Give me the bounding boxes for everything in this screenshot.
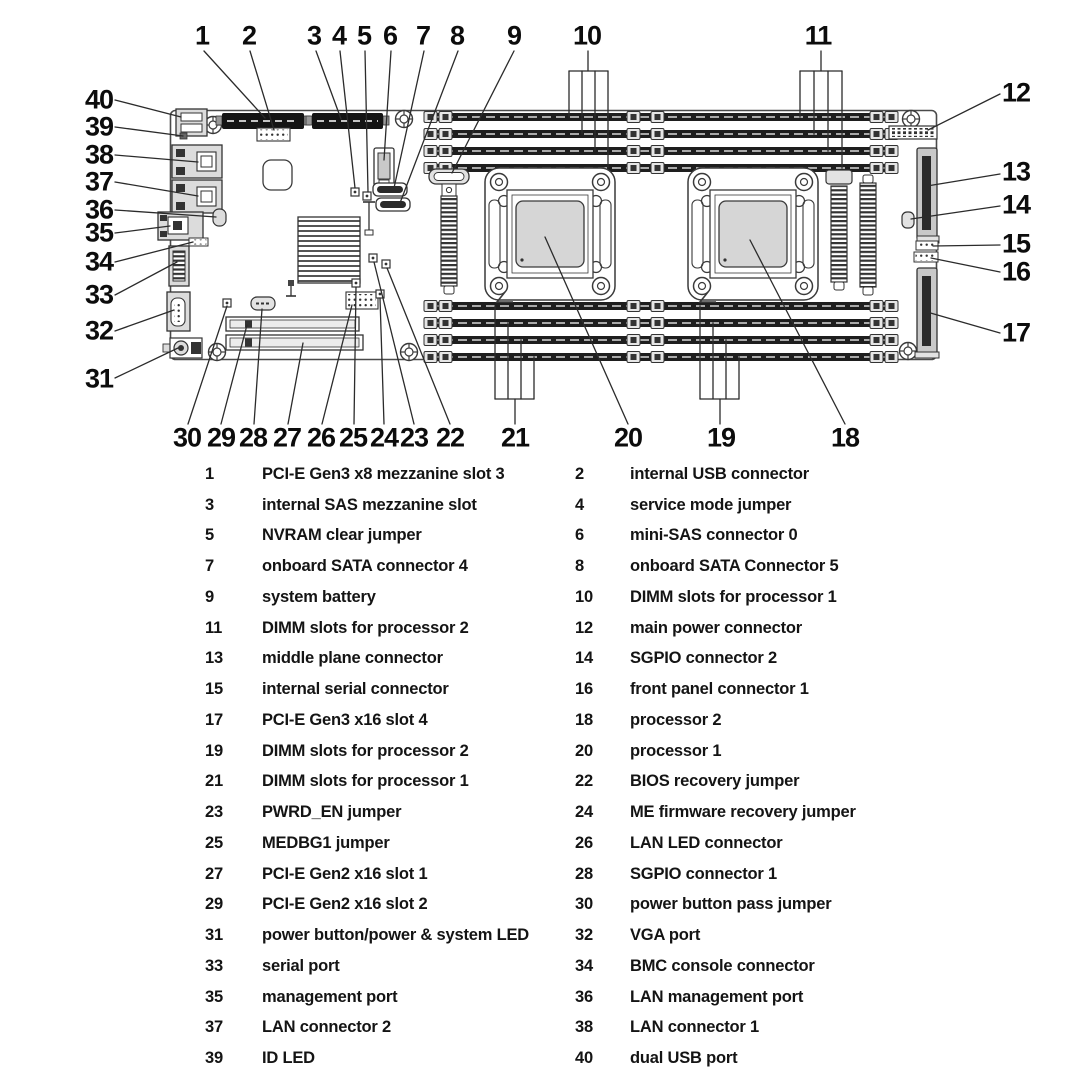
callout-12: 12 [1001, 77, 1031, 108]
legend-label: processor 1 [630, 741, 722, 760]
legend-table [0, 459, 1080, 1074]
callout-35: 35 [84, 217, 114, 248]
legend-number: 17 [205, 710, 223, 729]
legend-number: 6 [575, 526, 584, 545]
legend-number: 1 [205, 464, 214, 483]
legend-number: 34 [575, 956, 593, 975]
legend-label: internal USB connector [630, 464, 809, 483]
legend-number: 5 [205, 526, 214, 545]
legend-label: internal SAS mezzanine slot [262, 495, 477, 514]
callout-11: 11 [804, 20, 832, 51]
callout-19: 19 [706, 422, 736, 453]
serial-port [169, 246, 189, 286]
legend-number: 20 [575, 741, 593, 760]
callout-29: 29 [206, 422, 236, 453]
legend-label: system battery [262, 587, 376, 606]
legend-label: VGA port [630, 926, 701, 945]
legend-number: 40 [575, 1049, 593, 1068]
legend-number: 15 [205, 680, 223, 699]
lan-led-connector [346, 292, 378, 309]
bios-recovery-jumper [382, 260, 390, 268]
pwrd-en-jumper [369, 254, 377, 262]
callout-26: 26 [306, 422, 336, 453]
callout-39: 39 [84, 111, 114, 142]
legend-label: main power connector [630, 618, 803, 637]
legend-number: 22 [575, 772, 593, 791]
legend-label: LAN connector 2 [262, 1018, 392, 1037]
callout-24: 24 [369, 422, 399, 453]
legend-row [0, 521, 1080, 552]
vrm-heatsink-left [441, 196, 457, 294]
legend-row [0, 1013, 1080, 1044]
callout-34: 34 [84, 246, 114, 277]
legend-row [0, 674, 1080, 705]
legend-number: 9 [205, 587, 214, 606]
callout-40: 40 [84, 84, 114, 115]
legend-row [0, 613, 1080, 644]
legend-number: 16 [575, 680, 593, 699]
callout-25: 25 [338, 422, 368, 453]
legend-label: MEDBG1 jumper [262, 833, 390, 852]
legend-label: NVRAM clear jumper [262, 526, 422, 545]
legend-number: 4 [575, 495, 584, 514]
processor-2-socket [688, 168, 818, 302]
legend-label: DIMM slots for processor 2 [262, 741, 469, 760]
legend-number: 31 [205, 926, 223, 945]
callout-17: 17 [1001, 317, 1031, 348]
motherboard-diagram [0, 0, 1080, 460]
legend-label: ME firmware recovery jumper [630, 803, 856, 822]
legend-label: management port [262, 987, 398, 1006]
legend-number: 38 [575, 1018, 593, 1037]
callout-6: 6 [382, 20, 398, 51]
legend-row [0, 705, 1080, 736]
sata-connector-5 [376, 198, 410, 211]
legend-number: 3 [205, 495, 214, 514]
legend-label: SGPIO connector 2 [630, 649, 777, 668]
legend-row [0, 982, 1080, 1013]
board-cutout [263, 160, 292, 190]
legend-number: 37 [205, 1018, 223, 1037]
legend-number: 18 [575, 710, 593, 729]
callout-20: 20 [613, 422, 643, 453]
legend-label: ID LED [262, 1049, 315, 1068]
callout-22: 22 [435, 422, 465, 453]
pcie-gen3-x16-slot-4 [915, 268, 939, 358]
legend-number: 19 [205, 741, 223, 760]
legend-label: LAN management port [630, 987, 804, 1006]
legend-row [0, 890, 1080, 921]
legend-row [0, 736, 1080, 767]
callout-7: 7 [415, 20, 431, 51]
callout-15: 15 [1001, 228, 1031, 259]
legend-number: 30 [575, 895, 593, 914]
lan-connector-2 [172, 180, 222, 213]
legend-number: 26 [575, 833, 593, 852]
service-mode-jumper [351, 188, 359, 196]
nvram-clear-jumper [363, 192, 371, 200]
legend-number: 35 [205, 987, 223, 1006]
callout-21: 21 [500, 422, 530, 453]
legend-label: LAN connector 1 [630, 1018, 760, 1037]
legend-number: 13 [205, 649, 223, 668]
legend-label: DIMM slots for processor 1 [630, 587, 837, 606]
legend-label: onboard SATA Connector 5 [630, 557, 839, 576]
legend-number: 7 [205, 557, 214, 576]
legend-number: 28 [575, 864, 593, 883]
legend-label: dual USB port [630, 1049, 738, 1068]
legend-row [0, 490, 1080, 521]
callout-31: 31 [84, 363, 114, 394]
callout-33: 33 [84, 279, 114, 310]
legend-number: 21 [205, 772, 223, 791]
legend-number: 24 [575, 803, 593, 822]
legend-number: 8 [575, 557, 584, 576]
legend-label: onboard SATA connector 4 [262, 557, 468, 576]
sata-connector-4 [373, 183, 407, 196]
legend-row [0, 644, 1080, 675]
legend-number: 25 [205, 833, 223, 852]
callout-10: 10 [572, 20, 602, 51]
legend-row [0, 920, 1080, 951]
legend-label: power button pass jumper [630, 895, 832, 914]
callout-36: 36 [84, 194, 114, 225]
callout-37: 37 [84, 166, 114, 197]
legend-label: BMC console connector [630, 956, 815, 975]
legend-label: PCI-E Gen3 x16 slot 4 [262, 710, 428, 729]
legend-row [0, 582, 1080, 613]
callout-3: 3 [306, 20, 322, 51]
legend-row [0, 1043, 1080, 1074]
callout-23: 23 [399, 422, 429, 453]
legend-label: PCI-E Gen2 x16 slot 1 [262, 864, 428, 883]
sgpio-connector-1 [251, 297, 275, 310]
callout-27: 27 [272, 422, 302, 453]
legend-row [0, 767, 1080, 798]
callout-13: 13 [1001, 156, 1031, 187]
legend-row [0, 828, 1080, 859]
callout-28: 28 [238, 422, 268, 453]
callout-14: 14 [1001, 189, 1031, 220]
legend-number: 11 [205, 618, 223, 637]
legend-label: PCI-E Gen3 x8 mezzanine slot 3 [262, 464, 505, 483]
legend-label: PWRD_EN jumper [262, 803, 402, 822]
legend-number: 23 [205, 803, 223, 822]
legend-number: 36 [575, 987, 593, 1006]
callout-5: 5 [356, 20, 372, 51]
legend-label: LAN LED connector [630, 833, 783, 852]
medbg1-jumper [352, 279, 360, 287]
main-power-connector [889, 126, 937, 139]
legend-row [0, 551, 1080, 582]
legend-number: 29 [205, 895, 223, 914]
legend-number: 12 [575, 618, 593, 637]
legend-number: 33 [205, 956, 223, 975]
legend-label: middle plane connector [262, 649, 443, 668]
legend-label: internal serial connector [262, 680, 449, 699]
legend-number: 27 [205, 864, 223, 883]
legend-number: 14 [575, 649, 593, 668]
vrm-heatsink-edge [860, 175, 876, 295]
callout-38: 38 [84, 139, 114, 170]
legend-label: service mode jumper [630, 495, 792, 514]
sgpio-connector-2 [902, 212, 914, 228]
legend-number: 2 [575, 464, 584, 483]
legend-row [0, 859, 1080, 890]
legend-label: power button/power & system LED [262, 926, 529, 945]
callout-18: 18 [830, 422, 860, 453]
middle-plane-connector [917, 148, 939, 243]
callout-2: 2 [241, 20, 257, 51]
callout-1: 1 [194, 20, 210, 51]
front-panel-connector-1 [914, 252, 938, 262]
processor-1-socket [485, 168, 615, 302]
legend-number: 39 [205, 1049, 223, 1068]
legend-row [0, 797, 1080, 828]
legend-label: mini-SAS connector 0 [630, 526, 798, 545]
callout-16: 16 [1001, 256, 1031, 287]
callout-4: 4 [331, 20, 347, 51]
legend-number: 32 [575, 926, 593, 945]
callout-9: 9 [506, 20, 522, 51]
callout-32: 32 [84, 315, 114, 346]
legend-label: BIOS recovery jumper [630, 772, 800, 791]
legend-label: serial port [262, 956, 340, 975]
dual-usb-port [176, 109, 207, 136]
legend-label: DIMM slots for processor 1 [262, 772, 469, 791]
legend-label: DIMM slots for processor 2 [262, 618, 469, 637]
legend-row [0, 459, 1080, 490]
legend-label: PCI-E Gen2 x16 slot 2 [262, 895, 428, 914]
power-button [163, 338, 202, 358]
legend-label: SGPIO connector 1 [630, 864, 777, 883]
callout-30: 30 [172, 422, 202, 453]
legend-row [0, 951, 1080, 982]
callout-8: 8 [449, 20, 465, 51]
legend-label: front panel connector 1 [630, 680, 809, 699]
legend-number: 10 [575, 587, 593, 606]
legend-label: processor 2 [630, 710, 722, 729]
